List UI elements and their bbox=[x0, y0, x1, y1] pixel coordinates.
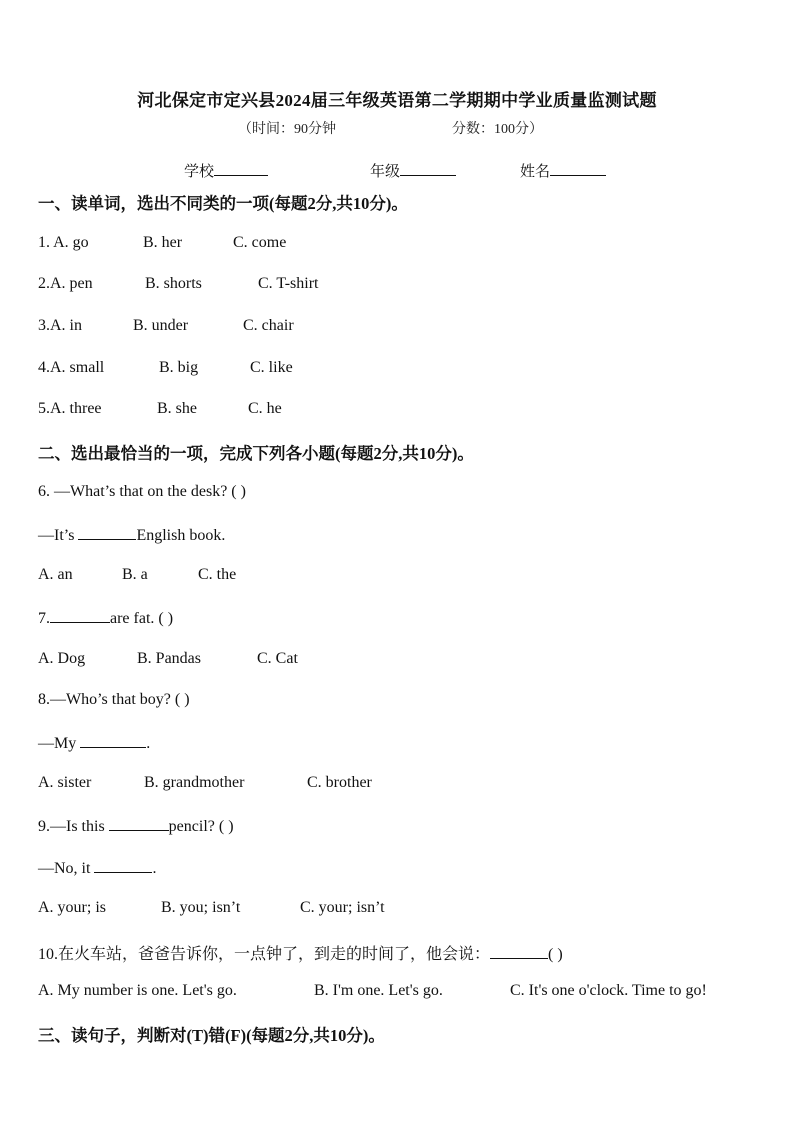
q8-option-b: B. grandmother bbox=[144, 774, 245, 791]
q7-number: 7. bbox=[38, 610, 50, 627]
grade-label: 年级 bbox=[370, 164, 401, 180]
q10-option-c: C. It's one o'clock. Time to go! bbox=[510, 982, 707, 999]
q8-option-a: A. sister bbox=[38, 774, 92, 791]
q9-stem bbox=[38, 816, 234, 836]
q9-blank-1 bbox=[109, 816, 169, 831]
section-3-heading: 三、读句子，判断对(T)错(F)(每题2分,共10分)。 bbox=[38, 1026, 385, 1045]
q9-line2 bbox=[38, 858, 156, 878]
q5-option-b: B. she bbox=[157, 400, 197, 417]
q7-option-a: A. Dog bbox=[38, 650, 86, 667]
q9-option-a: A. your; is bbox=[38, 899, 106, 916]
q6-option-b: B. a bbox=[122, 566, 148, 583]
q8-option-c: C. brother bbox=[307, 774, 372, 791]
grade-blank bbox=[400, 161, 456, 176]
q2-option-c: C. T-shirt bbox=[258, 275, 319, 292]
school-label: 学校 bbox=[184, 164, 215, 180]
school-field bbox=[184, 160, 268, 181]
q7-option-c: C. Cat bbox=[257, 650, 298, 667]
grade-field bbox=[370, 160, 456, 181]
q6-option-a: A. an bbox=[38, 566, 73, 583]
q10-stem-text: 10.在火车站，爸爸告诉你，一点钟了，到走的时间了，他会说： bbox=[38, 946, 491, 963]
q9-line2-end: . bbox=[152, 860, 157, 877]
q2-option-a: 2.A. pen bbox=[38, 275, 93, 292]
q5-option-a: 5.A. three bbox=[38, 400, 102, 417]
q10-option-a: A. My number is one. Let's go. bbox=[38, 982, 237, 999]
q8-line2 bbox=[38, 733, 150, 753]
q8-stem: 8.—Who’s that boy? ( ) bbox=[38, 691, 190, 708]
exam-time: （时间：90分钟 bbox=[238, 122, 336, 137]
q6-option-c: C. the bbox=[198, 566, 237, 583]
q7-blank bbox=[50, 608, 110, 623]
q8-blank bbox=[80, 733, 146, 748]
q9-option-b: B. you; isn’t bbox=[161, 899, 241, 916]
q10-paren: ( ) bbox=[548, 946, 563, 963]
name-label: 姓名 bbox=[520, 164, 551, 180]
q4-option-c: C. like bbox=[250, 359, 293, 376]
exam-score: 分数：100分） bbox=[452, 122, 543, 137]
q6-line2-start: —It’s bbox=[38, 527, 79, 544]
q7-text: are fat. ( ) bbox=[110, 610, 174, 627]
q6-line2 bbox=[38, 525, 225, 545]
q6-stem: 6. —What’s that on the desk? ( ) bbox=[38, 483, 246, 500]
q6-line2-end: English book. bbox=[136, 527, 226, 544]
q7-option-b: B. Pandas bbox=[137, 650, 201, 667]
q1-option-b: B. her bbox=[143, 234, 183, 251]
q9-blank-2 bbox=[94, 858, 152, 873]
section-1-heading: 一、读单词，选出不同类的一项(每题2分,共10分)。 bbox=[38, 194, 408, 213]
name-blank bbox=[550, 161, 606, 176]
q10-blank bbox=[490, 944, 548, 959]
q10-option-b: B. I'm one. Let's go. bbox=[314, 982, 443, 999]
school-blank bbox=[214, 161, 268, 176]
q9-stem-start: 9.—Is this bbox=[38, 818, 109, 835]
q4-option-b: B. big bbox=[159, 359, 199, 376]
q4-option-a: 4.A. small bbox=[38, 359, 105, 376]
q5-option-c: C. he bbox=[248, 400, 282, 417]
q9-line2-start: —No, it bbox=[38, 860, 95, 877]
q3-option-c: C. chair bbox=[243, 317, 294, 334]
name-field bbox=[520, 160, 606, 181]
q2-option-b: B. shorts bbox=[145, 275, 202, 292]
q1-option-a: 1. A. go bbox=[38, 234, 89, 251]
section-2-heading: 二、选出最恰当的一项，完成下列各小题(每题2分,共10分)。 bbox=[38, 444, 474, 463]
q9-option-c: C. your; isn’t bbox=[300, 899, 385, 916]
q3-option-b: B. under bbox=[133, 317, 189, 334]
q10-stem bbox=[38, 941, 563, 964]
q9-stem-end: pencil? ( ) bbox=[168, 818, 234, 835]
q8-line2-end: . bbox=[146, 735, 151, 752]
q6-blank bbox=[78, 525, 136, 540]
q1-option-c: C. come bbox=[233, 234, 287, 251]
q3-option-a: 3.A. in bbox=[38, 317, 82, 334]
page-title: 河北保定市定兴县2024届三年级英语第二学期期中学业质量监测试题 bbox=[137, 91, 657, 110]
q8-line2-start: —My bbox=[38, 735, 81, 752]
q7-stem bbox=[38, 608, 173, 628]
